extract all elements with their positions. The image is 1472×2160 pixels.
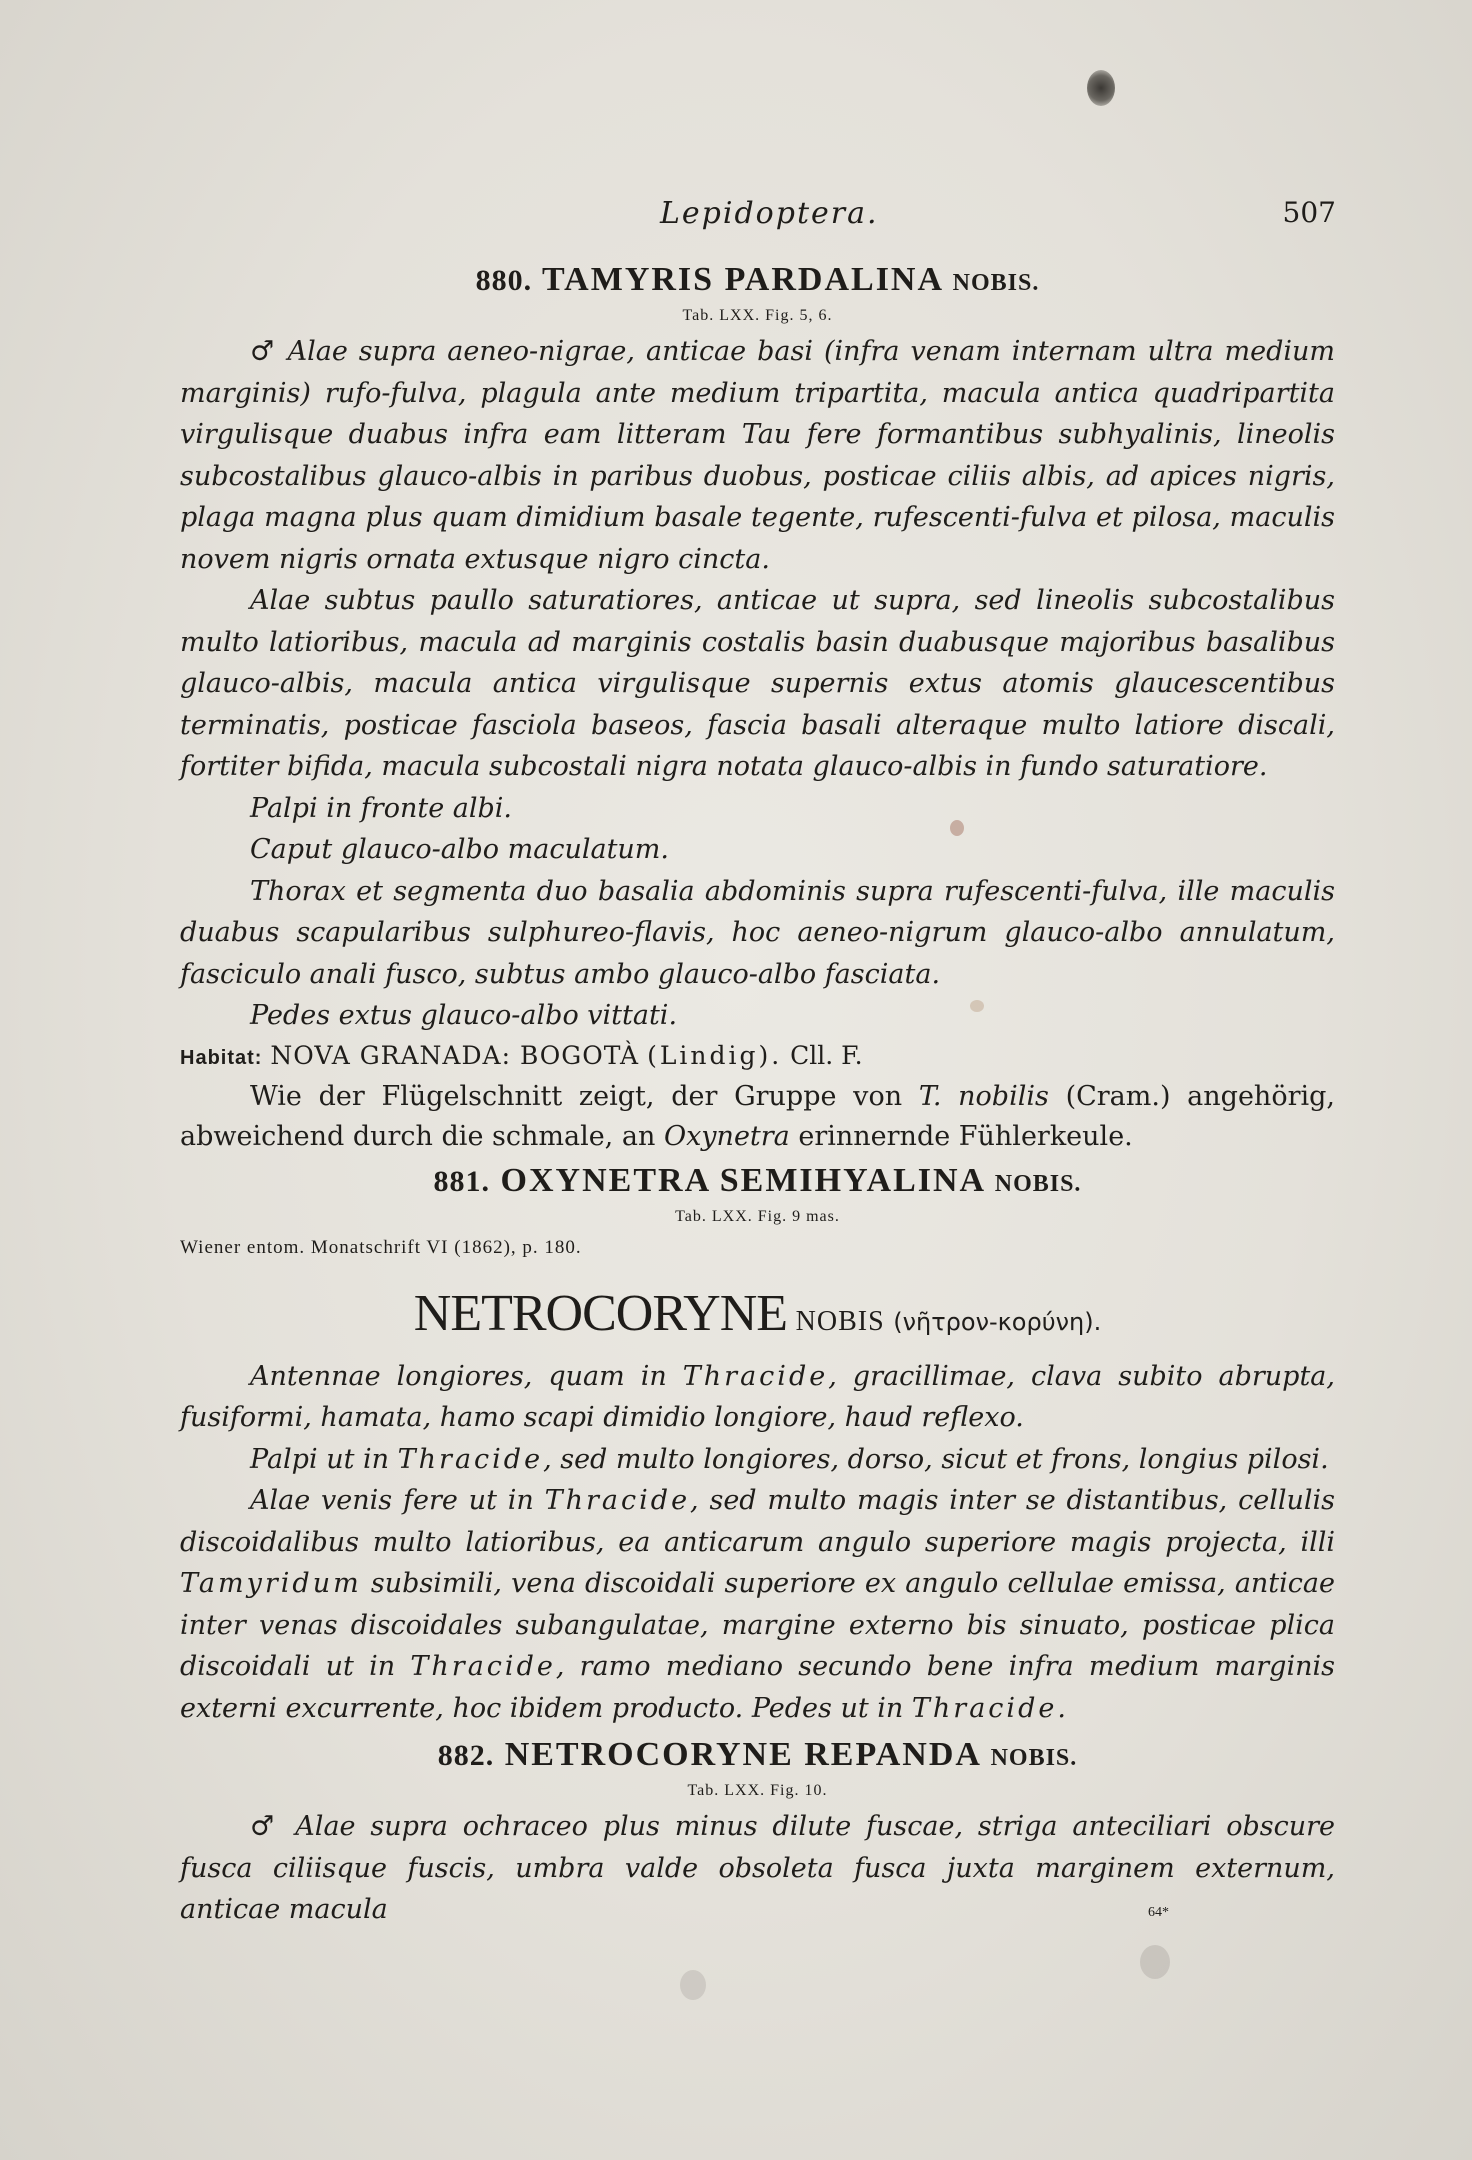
genus-text: Alae venis fere ut in xyxy=(250,1485,534,1516)
species-author: NOBIS. xyxy=(994,1170,1082,1197)
taxon-name: Tamyridum xyxy=(180,1568,362,1599)
genus-text: . xyxy=(1057,1692,1066,1724)
description-paragraph: Palpi in fronte albi. xyxy=(250,792,512,824)
species-heading-881 xyxy=(180,1159,1335,1206)
species-number: 880. xyxy=(475,264,533,297)
paper-foxing-spot xyxy=(1140,1945,1170,1979)
german-text: (Cram.) angehörig, abweichend durch die schmale, an xyxy=(180,1080,1335,1152)
species-author: NOBIS. xyxy=(990,1745,1078,1771)
habitat-collection: Cll. F. xyxy=(790,1040,863,1070)
genus-text: Antennae longiores, quam in xyxy=(250,1360,667,1392)
taxon-name: Thracide xyxy=(410,1651,556,1682)
species-name: OXYNETRA SEMIHYALINA xyxy=(500,1161,985,1199)
habitat-place: NOVA GRANADA: BOGOTÀ xyxy=(270,1040,640,1070)
paper-foxing-spot xyxy=(680,1970,706,2000)
taxon-name: Oxynetra xyxy=(663,1120,790,1152)
genus-heading xyxy=(180,1284,1335,1352)
genus-description-paragraph xyxy=(180,1439,1335,1481)
german-text: Wie der Flügelschnitt zeigt, der Gruppe von xyxy=(250,1080,903,1112)
species-heading-882 xyxy=(180,1733,1335,1780)
page-body xyxy=(180,258,1335,1931)
running-title: Lepidoptera. xyxy=(660,196,879,231)
printer-signature: 64* xyxy=(1148,1905,1169,1920)
taxon-name: T. nobilis xyxy=(918,1080,1049,1112)
genus-text: , ramo mediano secundo bene infra medium marginis externi excurrente, hoc ibidem producto. Pedes ut in xyxy=(180,1651,1335,1724)
plate-reference: Tab. LXX. Fig. 5, 6. xyxy=(682,307,833,324)
species-heading-880 xyxy=(180,258,1335,305)
literature-reference: Wiener entom. Monatschrift VI (1862), p. 180. xyxy=(180,1236,582,1258)
habitat-collector: (Lindig). xyxy=(647,1040,783,1070)
species-name: NETROCORYNE REPANDA xyxy=(504,1736,981,1773)
genus-text: , sed multo magis inter se distantibus, cellulis discoidalibus multo latioribus, ea anticarum angulo superiore magis projecta, illi xyxy=(180,1485,1335,1558)
genus-name: NETROCORYNE xyxy=(413,1284,788,1342)
species-author: NOBIS. xyxy=(952,270,1040,296)
taxon-name: Thracide xyxy=(911,1692,1058,1724)
taxon-name: Thracide xyxy=(397,1443,544,1475)
page-number: 507 xyxy=(1282,196,1336,229)
taxon-name: Thracide xyxy=(544,1485,691,1516)
description-paragraph: ♂ Alae supra ochraceo plus minus dilute fuscae, striga anteciliari obscure fusca ciliisque fuscis, umbra valde obsoleta fusca juxta marginem externum, anticae macula xyxy=(180,1811,1335,1925)
genus-description-paragraph xyxy=(180,1356,1335,1439)
description-paragraph: Alae subtus paullo saturatiores, anticae ut supra, sed lineolis subcostalibus multo latioribus, macula ad marginis costalis basin duabusque majoribus basalibus glauco-albis, macula antica virgulisque supernis extus atomis glaucescentibus terminatis, posticae fasciola baseos, fascia basali alteraque multo latiore discali, fortiter bifida, macula subcostali nigra notata glauco-albis in fundo saturatiore. xyxy=(180,585,1335,782)
german-text: erinnernde Fühlerkeule. xyxy=(798,1120,1133,1152)
habitat-line xyxy=(180,1037,1335,1077)
description-paragraph: Thorax et segmenta duo basalia abdominis supra rufescenti-fulva, ille maculis duabus scapularibus sulphureo-flavis, hoc aeneo-nigrum glauco-albo annulatum, fasciculo anali fusco, subtus ambo glauco-albo fasciata. xyxy=(180,875,1335,990)
ink-blot xyxy=(1087,70,1115,106)
description-paragraph: ♂ Alae supra aeneo-nigrae, anticae basi (infra venam internam ultra medium marginis) rufo-fulva, plagula ante medium tripartita, macula antica quadripartita virgulisque duabus infra eam litteram Tau fere formantibus subhyalinis, lineolis subcostalibus glauco-albis in paribus duobus, posticae ciliis albis, ad apices nigris, plaga magna plus quam dimidium basale tegente, rufescenti-fulva et pilosa, maculis novem nigris ornata extusque nigro cincta. xyxy=(180,336,1335,575)
taxon-name: Thracide xyxy=(682,1360,829,1392)
species-number: 882. xyxy=(437,1739,495,1772)
genus-author: NOBIS xyxy=(795,1305,885,1337)
genus-text: , sed multo longiores, dorso, sicut et frons, longius pilosi. xyxy=(543,1443,1329,1475)
plate-reference: Tab. LXX. Fig. 9 mas. xyxy=(675,1207,840,1225)
habitat-label: Habitat: xyxy=(180,1046,263,1069)
genus-text: subsimili, vena discoidali superiore ex angulo cellulae emissa, anticae inter venas discoidales subangulatae, margine externo bis sinuato, posticae plica discoidali ut in xyxy=(180,1568,1335,1682)
genus-description-paragraph xyxy=(180,1480,1335,1729)
description-paragraph: Caput glauco-albo maculatum. xyxy=(250,834,669,865)
description-paragraph: Pedes extus glauco-albo vittati. xyxy=(250,1000,678,1031)
genus-text: , gracillimae, clava subito abrupta, fusiformi, hamata, hamo scapi dimidio longiore, haud reflexo. xyxy=(180,1360,1335,1433)
genus-etymology: (νῆτρον-κορύνη). xyxy=(893,1307,1102,1336)
species-number: 881. xyxy=(433,1164,491,1198)
plate-reference: Tab. LXX. Fig. 10. xyxy=(687,1782,828,1799)
page-header xyxy=(180,196,1340,236)
genus-text: Palpi ut in xyxy=(250,1443,390,1475)
species-name: TAMYRIS PARDALINA xyxy=(542,261,943,298)
german-remark xyxy=(180,1077,1335,1157)
